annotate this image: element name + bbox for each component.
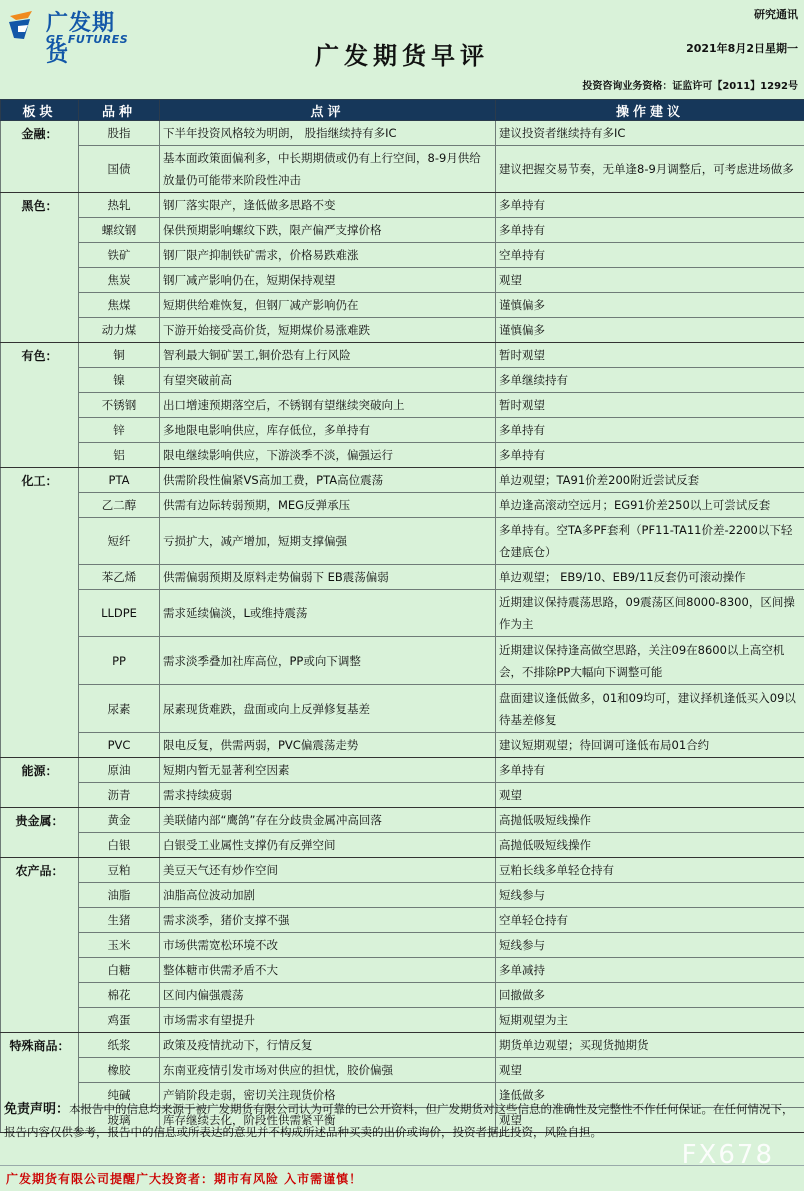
variety-cell: 铜	[79, 343, 160, 368]
variety-cell: 短纤	[79, 518, 160, 565]
variety-cell: 焦煤	[79, 293, 160, 318]
variety-cell: PVC	[79, 733, 160, 758]
morning-review-table	[0, 99, 804, 1133]
table-row	[1, 733, 804, 758]
logo-english-text: GF FUTURES	[46, 33, 129, 46]
variety-cell: 玉米	[79, 933, 160, 958]
variety-cell: 锌	[79, 418, 160, 443]
comment-cell: 供需有边际转弱预期，MEG反弹承压	[160, 493, 496, 518]
logo-chinese-text: 广发期货	[46, 11, 116, 67]
table-row	[1, 983, 804, 1008]
sector-cell: 金融：	[1, 121, 79, 193]
advice-cell: 近期建议保持逢高做空思路，关注09在8600以上高空机会，不排除PP大幅向下调整可能	[496, 637, 804, 685]
comment-cell: 限电继续影响供应，下游淡季不淡，偏强运行	[160, 443, 496, 468]
comment-cell: 东南亚疫情引发市场对供应的担忧，胶价偏强	[160, 1058, 496, 1083]
comment-cell: 市场供需宽松环境不改	[160, 933, 496, 958]
advice-cell: 观望	[496, 268, 804, 293]
comment-cell: 短期供给难恢复，但钢厂减产影响仍在	[160, 293, 496, 318]
sector-cell: 能源：	[1, 758, 79, 808]
sector-cell: 贵金属：	[1, 808, 79, 858]
advice-cell: 近期建议保持震荡思路，09震荡区间8000-8300，区间操作为主	[496, 590, 804, 637]
variety-cell: 焦炭	[79, 268, 160, 293]
variety-cell: 鸡蛋	[79, 1008, 160, 1033]
comment-cell: 下游开始接受高价货，短期煤价易涨难跌	[160, 318, 496, 343]
disclaimer	[4, 1098, 800, 1143]
table-row	[1, 590, 804, 637]
variety-cell: 白糖	[79, 958, 160, 983]
sector-cell: 农产品：	[1, 858, 79, 1033]
table-row	[1, 758, 804, 783]
advice-cell: 逢低做多	[496, 1083, 804, 1108]
table-body	[1, 121, 804, 1133]
column-header-sector: 板块	[1, 100, 79, 121]
table-row	[1, 565, 804, 590]
advice-cell: 观望	[496, 783, 804, 808]
variety-cell: 动力煤	[79, 318, 160, 343]
comment-cell: 出口增速预期落空后，不锈钢有望继续突破向上	[160, 393, 496, 418]
comment-cell: 短期内暂无显著利空因素	[160, 758, 496, 783]
advice-cell: 观望	[496, 1108, 804, 1133]
comment-cell: 产销阶段走弱，密切关注现货价格	[160, 1083, 496, 1108]
variety-cell: 国债	[79, 146, 160, 193]
advice-cell: 短期观望为主	[496, 1008, 804, 1033]
advice-cell: 单边观望；TA91价差200附近尝试反套	[496, 468, 804, 493]
comment-cell: 基本面政策面偏利多，中长期期债或仍有上行空间，8-9月供给放量仍可能带来阶段性冲击	[160, 146, 496, 193]
comment-cell: 美联储内部“鹰鸽”存在分歧贵金属冲高回落	[160, 808, 496, 833]
table-row	[1, 468, 804, 493]
variety-cell: 不锈钢	[79, 393, 160, 418]
variety-cell: 铝	[79, 443, 160, 468]
table-row	[1, 1058, 804, 1083]
license-number: 投资咨询业务资格：证监许可【2011】1292号	[582, 81, 798, 92]
variety-cell: 铁矿	[79, 243, 160, 268]
advice-cell: 谨慎偏多	[496, 293, 804, 318]
advice-cell: 建议投资者继续持有多IC	[496, 121, 804, 146]
advice-cell: 多单持有	[496, 758, 804, 783]
table-row	[1, 443, 804, 468]
comment-cell: 亏损扩大，减产增加，短期支撑偏强	[160, 518, 496, 565]
comment-cell: 尿素现货难跌，盘面或向上反弹修复基差	[160, 685, 496, 733]
comment-cell: 供需阶段性偏紧VS高加工费，PTA高位震荡	[160, 468, 496, 493]
advice-cell: 空单轻仓持有	[496, 908, 804, 933]
page-header	[0, 0, 804, 98]
comment-cell: 保供预期影响螺纹下跌，限产偏严支撑价格	[160, 218, 496, 243]
comment-cell: 供需偏弱预期及原料走势偏弱下 EB震荡偏弱	[160, 565, 496, 590]
table-row	[1, 958, 804, 983]
comment-cell: 钢厂减产影响仍在，短期保持观望	[160, 268, 496, 293]
table-row	[1, 908, 804, 933]
table-row	[1, 393, 804, 418]
variety-cell: PP	[79, 637, 160, 685]
disclaimer-label: 免责声明：	[4, 1102, 70, 1117]
sector-cell: 有色：	[1, 343, 79, 468]
advice-cell: 短线参与	[496, 933, 804, 958]
variety-cell: 尿素	[79, 685, 160, 733]
comment-cell: 限电反复，供需两弱，PVC偏震荡走势	[160, 733, 496, 758]
table-row	[1, 1008, 804, 1033]
advice-cell: 回撤做多	[496, 983, 804, 1008]
report-type-label: 研究通讯	[754, 8, 798, 21]
table-row	[1, 121, 804, 146]
advice-cell: 空单持有	[496, 243, 804, 268]
advice-cell: 盘面建议逢低做多，01和09均可，建议择机逢低买入09以待基差修复	[496, 685, 804, 733]
table-row	[1, 193, 804, 218]
advice-cell: 建议短期观望；待回调可逢低布局01合约	[496, 733, 804, 758]
table-row	[1, 858, 804, 883]
comment-cell: 钢厂限产抑制铁矿需求，价格易跌难涨	[160, 243, 496, 268]
variety-cell: LLDPE	[79, 590, 160, 637]
variety-cell: 股指	[79, 121, 160, 146]
table-row	[1, 493, 804, 518]
comment-cell: 智利最大铜矿罢工,铜价恐有上行风险	[160, 343, 496, 368]
variety-cell: 热轧	[79, 193, 160, 218]
page-title: 广发期货早评	[315, 41, 489, 70]
advice-cell: 短线参与	[496, 883, 804, 908]
variety-cell: 纯碱	[79, 1083, 160, 1108]
comment-cell: 需求延续偏淡，L或维持震荡	[160, 590, 496, 637]
advice-cell: 观望	[496, 1058, 804, 1083]
table-row	[1, 146, 804, 193]
table-row	[1, 808, 804, 833]
advice-cell: 暂时观望	[496, 393, 804, 418]
variety-cell: 原油	[79, 758, 160, 783]
column-header-variety: 品种	[79, 100, 160, 121]
variety-cell: 沥青	[79, 783, 160, 808]
table-row	[1, 833, 804, 858]
comment-cell: 下半年投资风格较为明朗， 股指继续持有多IC	[160, 121, 496, 146]
advice-cell: 暂时观望	[496, 343, 804, 368]
disclaimer-text: 本报告中的信息均来源于被广发期货有限公司认为可靠的已公开资料，但广发期货对这些信息的准确性及完整性不作任何保证。在任何情况下，报告内容仅供参考，报告中的信息或所表达的意见并不构成所述品种买卖的出价或询价，投资者据此投资，风险自担。	[4, 1102, 794, 1139]
comment-cell: 市场需求有望提升	[160, 1008, 496, 1033]
table-row	[1, 783, 804, 808]
advice-cell: 多单持有	[496, 193, 804, 218]
comment-cell: 区间内偏强震荡	[160, 983, 496, 1008]
comment-cell: 白银受工业属性支撑仍有反弹空间	[160, 833, 496, 858]
advice-cell: 多单继续持有	[496, 368, 804, 393]
table-header-row	[1, 100, 804, 121]
table-row	[1, 933, 804, 958]
table-row	[1, 637, 804, 685]
table-row	[1, 1033, 804, 1058]
variety-cell: 白银	[79, 833, 160, 858]
comment-cell: 需求淡季叠加社库高位，PP或向下调整	[160, 637, 496, 685]
comment-cell: 有望突破前高	[160, 368, 496, 393]
advice-cell: 高抛低吸短线操作	[496, 833, 804, 858]
column-header-comment: 点评	[160, 100, 496, 121]
variety-cell: 橡胶	[79, 1058, 160, 1083]
variety-cell: 生猪	[79, 908, 160, 933]
advice-cell: 谨慎偏多	[496, 318, 804, 343]
variety-cell: PTA	[79, 468, 160, 493]
variety-cell: 豆粕	[79, 858, 160, 883]
advice-cell: 多单持有。空TA多PF套利（PF11-TA11价差-2200以下轻仓建底仓）	[496, 518, 804, 565]
comment-cell: 政策及疫情扰动下，行情反复	[160, 1033, 496, 1058]
variety-cell: 螺纹钢	[79, 218, 160, 243]
table-row	[1, 368, 804, 393]
comment-cell: 需求淡季，猪价支撑不强	[160, 908, 496, 933]
risk-warning: 广发期货有限公司提醒广大投资者：期市有风险 入市需谨慎！	[6, 1172, 363, 1186]
variety-cell: 镍	[79, 368, 160, 393]
variety-cell: 苯乙烯	[79, 565, 160, 590]
table-row	[1, 318, 804, 343]
comment-cell: 钢厂落实限产，逢低做多思路不变	[160, 193, 496, 218]
variety-cell: 纸浆	[79, 1033, 160, 1058]
table-row	[1, 293, 804, 318]
variety-cell: 乙二醇	[79, 493, 160, 518]
advice-cell: 多单减持	[496, 958, 804, 983]
advice-cell: 单边逢高滚动空远月；EG91价差250以上可尝试反套	[496, 493, 804, 518]
comment-cell: 多地限电影响供应，库存低位，多单持有	[160, 418, 496, 443]
advice-cell: 多单持有	[496, 418, 804, 443]
table-row	[1, 883, 804, 908]
advice-cell: 多单持有	[496, 218, 804, 243]
sector-cell: 化工：	[1, 468, 79, 758]
advice-cell: 豆粕长线多单轻仓持有	[496, 858, 804, 883]
advice-cell: 期货单边观望；买现货抛期货	[496, 1033, 804, 1058]
table-row	[1, 218, 804, 243]
comment-cell: 整体糖市供需矛盾不大	[160, 958, 496, 983]
advice-cell: 多单持有	[496, 443, 804, 468]
comment-cell: 油脂高位波动加剧	[160, 883, 496, 908]
sector-cell: 黑色：	[1, 193, 79, 343]
table-row	[1, 685, 804, 733]
table-row	[1, 518, 804, 565]
sector-cell: 特殊商品：	[1, 1033, 79, 1133]
report-date: 2021年8月2日星期一	[686, 42, 798, 55]
table-row	[1, 268, 804, 293]
advice-cell: 高抛低吸短线操作	[496, 808, 804, 833]
advice-cell: 建议把握交易节奏，无单逢8-9月调整后，可考虑进场做多	[496, 146, 804, 193]
comment-cell: 需求持续疲弱	[160, 783, 496, 808]
variety-cell: 黄金	[79, 808, 160, 833]
table-row	[1, 243, 804, 268]
advice-cell: 单边观望； EB9/10、EB9/11反套仍可滚动操作	[496, 565, 804, 590]
table-row	[1, 418, 804, 443]
comment-cell: 美豆天气还有炒作空间	[160, 858, 496, 883]
variety-cell: 油脂	[79, 883, 160, 908]
comment-cell: 库存继续去化，阶段性供需紧平衡	[160, 1108, 496, 1133]
variety-cell: 棉花	[79, 983, 160, 1008]
column-header-advice: 操作建议	[496, 100, 804, 121]
variety-cell: 玻璃	[79, 1108, 160, 1133]
table-row	[1, 343, 804, 368]
fx678-watermark: FX678	[681, 1140, 774, 1170]
